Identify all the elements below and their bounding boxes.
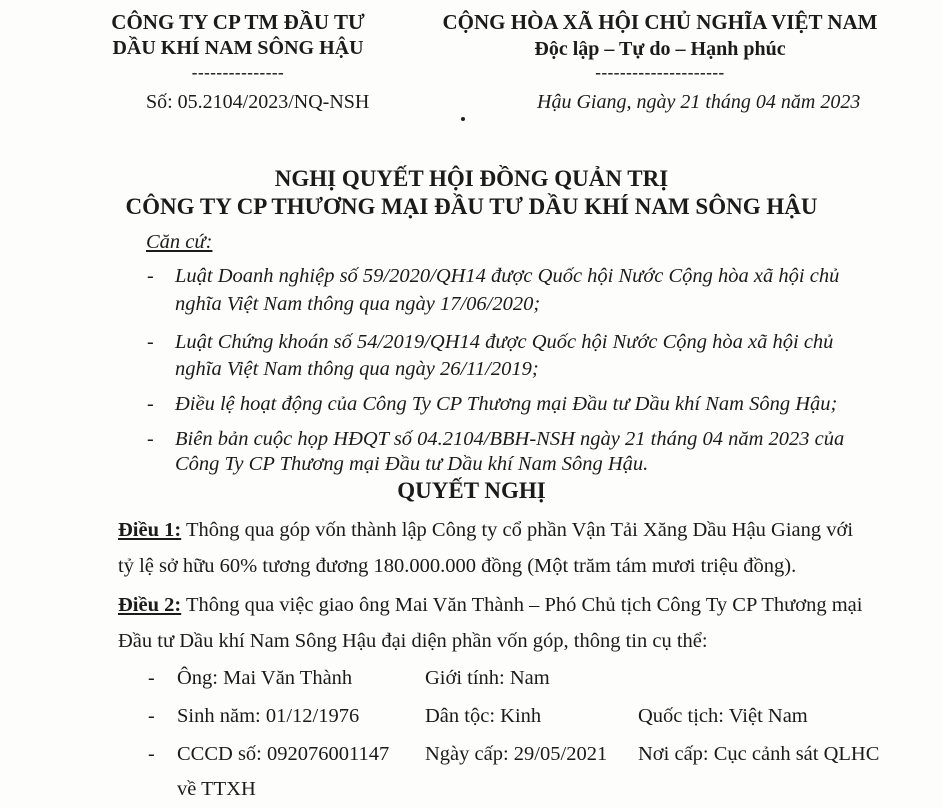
basis-item-4-line1: Biên bản cuộc họp HĐQT số 04.2104/BBH-NSH ngày 21 tháng 04 năm 2023 của bbox=[175, 428, 845, 450]
national-motto: Độc lập – Tự do – Hạnh phúc bbox=[534, 38, 786, 60]
basis-bullet: - bbox=[147, 393, 154, 415]
place-date: Hậu Giang, ngày 21 tháng 04 năm 2023 bbox=[537, 91, 861, 113]
article-1-line1 bbox=[118, 519, 853, 542]
company-name-line2: DẦU KHÍ NAM SÔNG HẬU bbox=[112, 37, 364, 59]
article-2-line2: Đầu tư Dầu khí Nam Sông Hậu đại diện phần vốn góp, thông tin cụ thể: bbox=[118, 630, 708, 652]
basis-item-1-line1: Luật Doanh nghiệp số 59/2020/QH14 được Quốc hội Nước Cộng hòa xã hội chủ bbox=[175, 265, 840, 287]
company-name-line1: CÔNG TY CP TM ĐẦU TƯ bbox=[111, 10, 365, 34]
info-issue-place-continued: về TTXH bbox=[177, 778, 256, 800]
basis-item-3-line1: Điều lệ hoạt động của Công Ty CP Thương mại Đầu tư Dầu khí Nam Sông Hậu; bbox=[175, 393, 838, 415]
info-bullet: - bbox=[148, 705, 155, 727]
info-issue-place: Nơi cấp: Cục cảnh sát QLHC bbox=[638, 743, 880, 765]
basis-item-1-line2: nghĩa Việt Nam thông qua ngày 17/06/2020; bbox=[175, 293, 541, 315]
stray-mark bbox=[461, 117, 465, 121]
company-full-name: CÔNG TY CP THƯƠNG MẠI ĐẦU TƯ DẦU KHÍ NAM SÔNG HẬU bbox=[125, 194, 818, 219]
article-2-text: Thông qua việc giao ông Mai Văn Thành – Phó Chủ tịch Công Ty CP Thương mại bbox=[181, 594, 863, 616]
basis-item-4-line2: Công Ty CP Thương mại Đầu tư Dầu khí Nam Sông Hậu. bbox=[175, 453, 649, 475]
article-2-line1 bbox=[118, 594, 862, 617]
basis-bullet: - bbox=[147, 265, 154, 287]
info-name: Ông: Mai Văn Thành bbox=[177, 667, 353, 689]
article-1-label: Điều 1: bbox=[118, 519, 182, 541]
resolution-title: NGHỊ QUYẾT HỘI ĐỒNG QUẢN TRỊ bbox=[274, 166, 669, 191]
company-divider: --------------- bbox=[191, 63, 285, 82]
article-1-text: Thông qua góp vốn thành lập Công ty cổ phần Vận Tải Xăng Dầu Hậu Giang với bbox=[181, 519, 854, 541]
info-bullet: - bbox=[148, 667, 155, 689]
basis-item-2-line2: nghĩa Việt Nam thông qua ngày 26/11/2019; bbox=[175, 358, 539, 380]
article-2-label: Điều 2: bbox=[118, 594, 182, 616]
basis-item-2-line1: Luật Chứng khoán số 54/2019/QH14 được Quốc hội Nước Cộng hòa xã hội chủ bbox=[175, 331, 834, 353]
resolution-heading: QUYẾT NGHỊ bbox=[397, 478, 546, 503]
basis-bullet: - bbox=[147, 331, 154, 353]
info-birth-year: Sinh năm: 01/12/1976 bbox=[177, 705, 360, 727]
info-bullet: - bbox=[148, 743, 155, 765]
basis-label: Căn cứ: bbox=[146, 231, 213, 253]
republic-title: CỘNG HÒA XÃ HỘI CHỦ NGHĨA VIỆT NAM bbox=[442, 10, 878, 34]
info-nationality: Quốc tịch: Việt Nam bbox=[638, 705, 808, 727]
basis-bullet: - bbox=[147, 428, 154, 450]
info-issue-date: Ngày cấp: 29/05/2021 bbox=[425, 743, 608, 765]
republic-divider: --------------------- bbox=[595, 63, 725, 82]
info-ethnicity: Dân tộc: Kinh bbox=[425, 705, 542, 727]
article-1-line2: tỷ lệ sở hữu 60% tương đương 180.000.000 đồng (Một trăm tám mươi triệu đồng). bbox=[118, 555, 797, 577]
document-number: Số: 05.2104/2023/NQ-NSH bbox=[146, 91, 370, 113]
info-gender: Giới tính: Nam bbox=[425, 667, 550, 689]
info-id-number: CCCD số: 092076001147 bbox=[177, 743, 390, 765]
